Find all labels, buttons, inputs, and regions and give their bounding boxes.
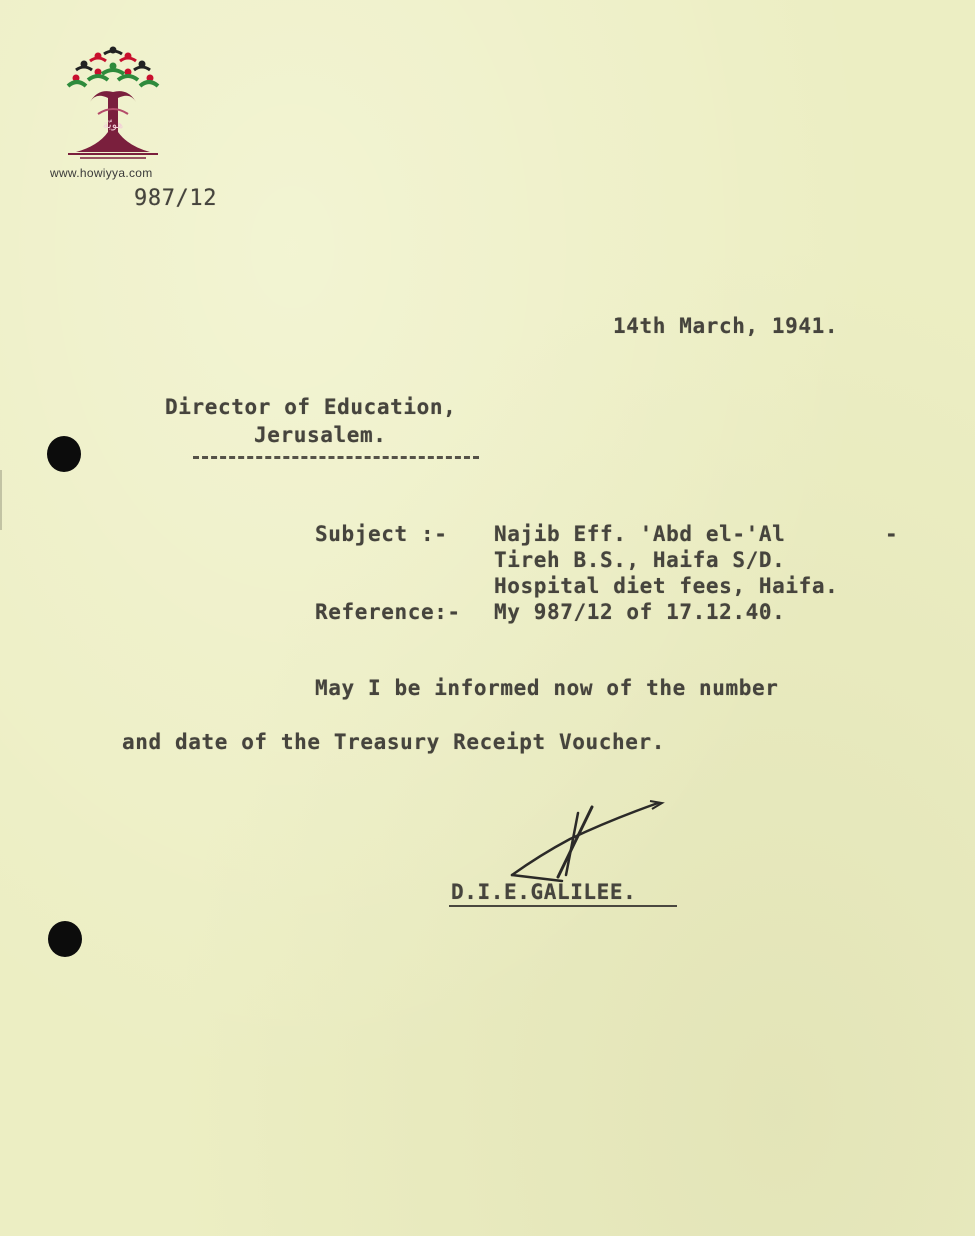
file-reference-number: 987/12	[134, 186, 218, 211]
subject-label: Subject :-	[315, 522, 448, 546]
subject-dash: -	[885, 522, 899, 546]
body-line-1: May I be informed now of the number	[315, 676, 779, 700]
reference-label: Reference:-	[315, 600, 461, 624]
addressee-dashed-rule	[193, 456, 479, 459]
signoff-name: D.I.E.GALILEE.	[451, 880, 637, 904]
subject-line-3: Hospital diet fees, Haifa.	[494, 574, 839, 598]
punch-hole-top	[47, 436, 81, 472]
body-line-2: and date of the Treasury Receipt Voucher.	[122, 730, 665, 754]
reference-value: My 987/12 of 17.12.40.	[494, 600, 786, 624]
tree-logo-icon	[58, 42, 168, 168]
signoff-underline	[449, 905, 677, 907]
logo-url-text: www.howiyya.com	[50, 166, 153, 180]
addressee-title: Director of Education,	[165, 395, 457, 419]
punch-hole-bottom	[48, 921, 82, 957]
letter-date: 14th March, 1941.	[613, 314, 839, 338]
subject-line-1: Najib Eff. 'Abd el-'Al	[494, 522, 786, 546]
svg-text:هويّة: هويّة	[102, 118, 124, 131]
subject-line-2: Tireh B.S., Haifa S/D.	[494, 548, 786, 572]
handwritten-signature	[500, 795, 680, 890]
addressee-city: Jerusalem.	[254, 423, 387, 447]
page-edge-shadow	[0, 470, 2, 530]
